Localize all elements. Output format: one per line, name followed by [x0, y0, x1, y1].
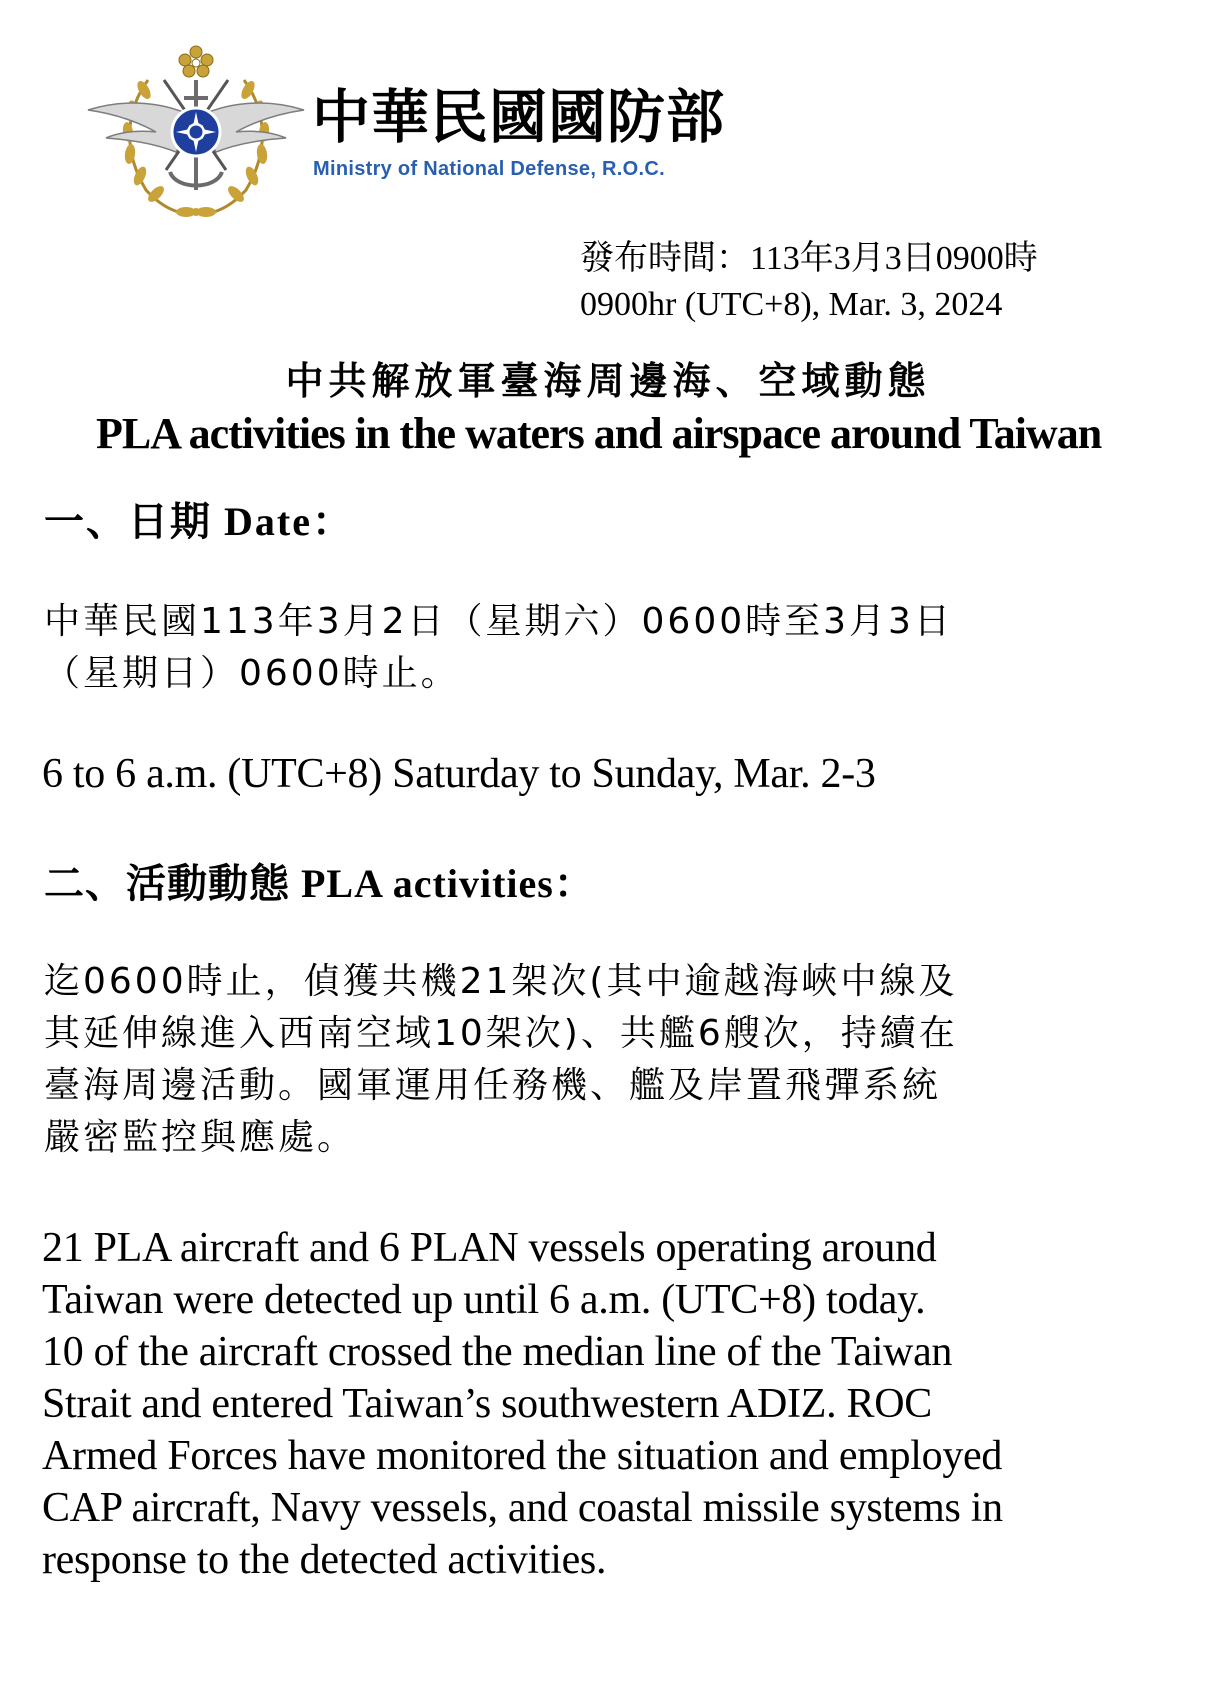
title-zh: 中共解放軍臺海周邊海、空域動態	[285, 359, 931, 403]
date-paragraph-zh	[44, 596, 1184, 700]
activities-line-en: Taiwan were detected up until 6 a.m. (UTC+8) today.	[42, 1277, 926, 1323]
date-paragraph-en: 6 to 6 a.m. (UTC+8) Saturday to Sunday, Mar. 2-3	[42, 751, 876, 797]
activities-line-en: 21 PLA aircraft and 6 PLAN vessels operating around	[42, 1225, 937, 1271]
release-time-zh: 發布時間：113年3月3日0900時	[580, 240, 1038, 277]
section-date-heading: 一、日期 Date：	[44, 499, 354, 544]
date-line-zh: （星期日）0600時止。	[44, 653, 460, 694]
roc-mnd-emblem-icon	[86, 40, 306, 220]
activities-line-en: Strait and entered Taiwan’s southwestern ADIZ. ROC	[42, 1381, 932, 1427]
date-line-zh: 中華民國113年3月2日（星期六）0600時至3月3日	[44, 601, 953, 642]
release-time-en: 0900hr (UTC+8), Mar. 3, 2024	[580, 286, 1003, 323]
activities-line-zh: 嚴密監控與應處。	[44, 1117, 357, 1158]
activities-line-en: CAP aircraft, Navy vessels, and coastal missile systems in	[42, 1485, 1003, 1531]
ministry-name-en: Ministry of National Defense, R.O.C.	[313, 158, 665, 180]
ministry-name-zh: 中華民國國防部	[312, 83, 726, 151]
activities-line-zh: 迄0600時止，偵獲共機21架次(其中逾越海峽中線及	[44, 961, 958, 1002]
activities-line-zh: 臺海周邊活動。國軍運用任務機、艦及岸置飛彈系統	[44, 1065, 942, 1106]
activities-line-en: 10 of the aircraft crossed the median line of the Taiwan	[42, 1329, 953, 1375]
activities-paragraph-en	[42, 1222, 1192, 1586]
activities-line-zh: 其延伸線進入西南空域10架次)、共艦6艘次，持續在	[44, 1013, 958, 1054]
title-en: PLA activities in the waters and airspace around Taiwan	[96, 409, 1102, 458]
section-activities-heading: 二、活動動態 PLA activities：	[44, 861, 595, 906]
activities-paragraph-zh	[44, 956, 1184, 1164]
activities-line-en: Armed Forces have monitored the situation and employed	[42, 1433, 1003, 1479]
activities-line-en: response to the detected activities.	[42, 1537, 607, 1583]
release-time	[580, 236, 1038, 328]
